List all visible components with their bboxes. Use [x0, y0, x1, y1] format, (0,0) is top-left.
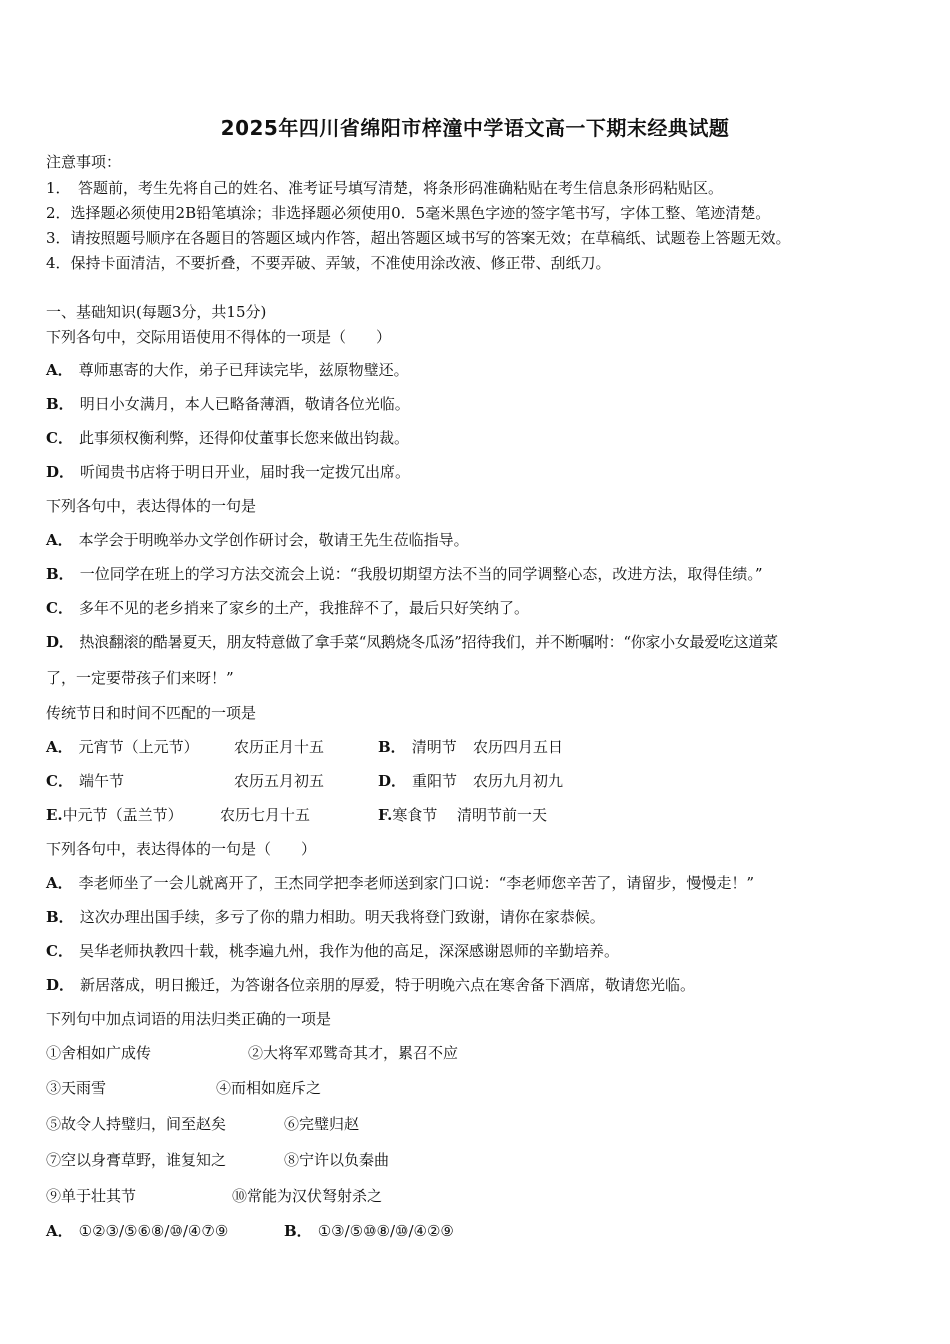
option-label: D． — [46, 633, 74, 651]
notice-item: 1． 答题前，考生先将自己的姓名、准考证号填写清楚，将条形码准确粘贴在考生信息条形码粘贴区。 — [46, 179, 724, 197]
option-label: E. — [46, 806, 63, 824]
option — [46, 907, 605, 927]
option-text: 明日小女满月，本人已略备薄酒，敬请各位光临。 — [79, 395, 410, 413]
option-text: 吴华老师执教四十载，桃李遍九州，我作为他的高足，深深感谢恩师的辛勤培养。 — [78, 942, 619, 960]
festival-date: 清明节前一天 — [457, 806, 548, 824]
festival-name: 寒食节 — [392, 806, 438, 824]
option-label: B． — [46, 908, 74, 926]
question-stem: 下列各句中，交际用语使用不得体的一项是（ ） — [46, 328, 392, 346]
festival-item — [46, 737, 199, 757]
option-label: C． — [46, 942, 73, 960]
festival-item — [46, 805, 183, 825]
festival-date: 农历四月五日 — [473, 738, 564, 756]
question-stem: 下列句中加点词语的用法归类正确的一项是 — [46, 1010, 332, 1028]
option — [46, 462, 410, 482]
notice-item: 2．选择题必须使用2B铅笔填涂；非选择题必须使用0．5毫米黑色字迹的签字笔书写，字体工整、笔迹清楚。 — [46, 204, 771, 222]
festival-date: 农历七月十五 — [220, 806, 311, 824]
notice-item: 3．请按照题号顺序在各题目的答题区域内作答，超出答题区域书写的答案无效；在草稿纸、试题卷上答题无效。 — [46, 229, 791, 247]
sentence-item: ⑨单于壮其节 — [46, 1187, 137, 1205]
option-label: B． — [378, 738, 406, 756]
option-text: 热浪翻滚的酷暑夏天，朋友特意做了拿手菜“凤鹅烧冬瓜汤”招待我们，并不断嘱咐：“你家小女最爱吃这道菜 — [79, 633, 778, 651]
option-label: C． — [46, 599, 73, 617]
sentence-item: ③天雨雪 — [46, 1079, 107, 1097]
sentence-item: ⑥完璧归赵 — [284, 1115, 360, 1133]
option-text: ①③/⑤⑩⑧/⑩/④②⑨ — [317, 1222, 454, 1240]
option-label: A． — [46, 1222, 73, 1240]
option-text: 这次办理出国手续，多亏了你的鼎力相助。明天我将登门致谢，请你在家恭候。 — [79, 908, 605, 926]
sentence-item: ⑦空以身膏草野，谁复知之 — [46, 1151, 227, 1169]
festival-date: 农历九月初九 — [473, 772, 564, 790]
option-label: A． — [46, 874, 73, 892]
option — [46, 632, 778, 652]
option-text: 本学会于明晚举办文学创作研讨会，敬请王先生莅临指导。 — [78, 531, 469, 549]
notice-heading: 注意事项： — [46, 153, 122, 171]
festival-name: 清明节 — [411, 738, 457, 756]
option-label: B． — [46, 395, 74, 413]
option-text: 此事须权衡利弊，还得仰仗董事长您来做出钧裁。 — [78, 429, 409, 447]
festival-date: 农历五月初五 — [234, 772, 325, 790]
option — [46, 394, 410, 414]
sentence-item: ⑤故令人持璧归，间至赵矣 — [46, 1115, 227, 1133]
option — [46, 428, 409, 448]
option — [46, 873, 754, 893]
answer-option — [284, 1221, 454, 1241]
option-text: 新居落成，明日搬迁，为答谢各位亲朋的厚爱，特于明晚六点在寒舍备下酒席，敬请您光临。 — [80, 976, 696, 994]
option-text: 听闻贵书店将于明日开业，届时我一定拨冗出席。 — [80, 463, 411, 481]
sentence-item: ⑧宁许以负秦曲 — [284, 1151, 390, 1169]
option — [46, 975, 695, 995]
option-text: 尊师惠寄的大作，弟子已拜读完毕，兹原物璧还。 — [78, 361, 409, 379]
festival-item — [378, 771, 457, 791]
festival-item — [46, 771, 124, 791]
option-label: F. — [378, 806, 393, 824]
option-label: B． — [284, 1222, 312, 1240]
festival-item — [378, 805, 437, 825]
option-text: 多年不见的老乡捎来了家乡的土产，我推辞不了，最后只好笑纳了。 — [78, 599, 529, 617]
festival-name: 中元节（盂兰节） — [62, 806, 183, 824]
sentence-item: ④而相如庭斥之 — [216, 1079, 322, 1097]
option — [46, 598, 529, 618]
sentence-item: ⑩常能为汉伏弩射杀之 — [232, 1187, 383, 1205]
option-label: C． — [46, 429, 73, 447]
festival-item — [378, 737, 457, 757]
option-label: B． — [46, 565, 74, 583]
question-stem: 传统节日和时间不匹配的一项是 — [46, 704, 257, 722]
option — [46, 530, 469, 550]
question-stem: 下列各句中，表达得体的一句是 — [46, 497, 257, 515]
option-label: D． — [46, 463, 75, 481]
option-label: C． — [46, 772, 73, 790]
option-label: A． — [46, 738, 73, 756]
page-title: 2025年四川省绵阳市梓潼中学语文高一下期末经典试题 — [220, 116, 730, 140]
section-heading: 一、基础知识(每题3分，共15分) — [46, 303, 267, 321]
sentence-item: ①舍相如广成传 — [46, 1044, 152, 1062]
notice-item: 4．保持卡面清洁，不要折叠，不要弄破、弄皱，不准使用涂改液、修正带、刮纸刀。 — [46, 254, 611, 272]
option-continuation: 了，一定要带孩子们来呀！” — [46, 669, 234, 687]
option — [46, 564, 763, 584]
sentence-item: ②大将军邓骘奇其才，累召不应 — [248, 1044, 459, 1062]
festival-date: 农历正月十五 — [234, 738, 325, 756]
option-label: D． — [378, 772, 407, 790]
option-text: 李老师坐了一会儿就离开了，王杰同学把李老师送到家门口说：“李老师您辛苦了，请留步，慢慢走！” — [78, 874, 754, 892]
answer-option — [46, 1221, 228, 1241]
festival-name: 端午节 — [78, 772, 124, 790]
option-label: A． — [46, 531, 73, 549]
option-label: A． — [46, 361, 73, 379]
option-text: 一位同学在班上的学习方法交流会上说：“我殷切期望方法不当的同学调整心态，改进方法，取得佳绩。” — [79, 565, 763, 583]
festival-name: 重阳节 — [412, 772, 458, 790]
festival-name: 元宵节（上元节） — [78, 738, 199, 756]
option-text: ①②③/⑤⑥⑧/⑩/④⑦⑨ — [78, 1222, 229, 1240]
option-label: D． — [46, 976, 75, 994]
option — [46, 941, 619, 961]
option — [46, 360, 409, 380]
question-stem: 下列各句中，表达得体的一句是（ ） — [46, 840, 317, 858]
